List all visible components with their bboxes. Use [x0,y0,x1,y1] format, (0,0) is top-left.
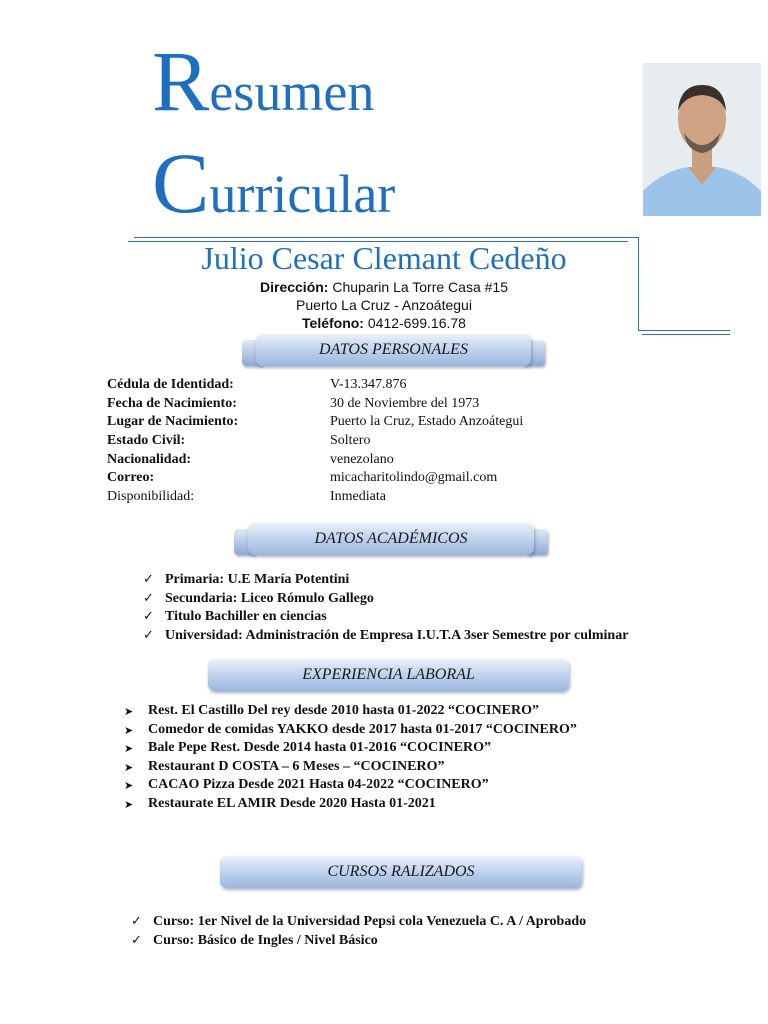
arrow-bullet-icon: ➤ [124,723,134,737]
section-banner-experience [208,659,569,691]
list-item-text: Comedor de comidas YAKKO desde 2017 hasta 01-2017 “COCINERO” [148,721,577,737]
list-item [131,913,586,932]
list-item [124,739,577,758]
phone-label: Teléfono: [302,315,364,331]
personal-row-nationality [107,450,667,469]
list-item [124,776,577,795]
field-label: Lugar de Nacimiento: [107,414,239,429]
check-icon: ✓ [143,590,154,606]
section-title-academic: DATOS ACADÉMICOS [314,530,468,547]
header-rule-top [134,237,638,238]
field-value: micacharitolindo@gmail.com [330,470,498,485]
arrow-bullet-icon: ➤ [124,760,134,774]
field-value: 30 de Noviembre del 1973 [330,396,480,411]
resume-title-line2: Curricular [152,135,396,231]
list-item [124,702,577,721]
list-item [143,590,628,609]
experience-list [124,702,577,813]
check-icon: ✓ [131,914,142,929]
field-label: Cédula de Identidad: [107,377,234,392]
section-banner-academic [248,523,534,555]
arrow-bullet-icon: ➤ [124,797,134,811]
list-item-text: Primaria: U.E María Potentini [165,572,350,587]
city-line: Puerto La Cruz - Anzoátegui [296,297,472,313]
list-item-text: Restaurant D COSTA – 6 Meses – “COCINERO” [148,758,445,774]
list-item-text: Restaurate EL AMIR Desde 2020 Hasta 01-2021 [148,795,436,811]
section-title-courses: CURSOS RALIZADOS [327,863,475,880]
address-value: Chuparin La Torre Casa #15 [332,279,508,295]
personal-row-email [107,468,667,487]
arrow-bullet-icon: ➤ [124,705,134,718]
section-title-personal: DATOS PERSONALES [319,341,468,358]
check-icon: ✓ [131,932,142,948]
personal-row-birthplace [107,412,667,431]
address-line [0,278,768,296]
field-value: V-13.347.876 [330,377,407,392]
field-label: Estado Civil: [107,433,186,448]
list-item-text: CACAO Pizza Desde 2021 Hasta 04-2022 “COCINERO” [148,777,489,792]
candidate-name: Julio Cesar Clemant Cedeño [201,240,567,276]
phone-line [0,314,768,332]
list-item-text: Titulo Bachiller en ciencias [165,609,327,624]
list-item-text: Curso: 1er Nivel de la Universidad Pepsi cola Venezuela C. A / Aprobado [153,914,587,929]
personal-row-id [107,375,667,394]
field-value: Puerto la Cruz, Estado Anzoátegui [330,414,524,429]
list-item-text: Bale Pepe Rest. Desde 2014 hasta 01-2016 “COCINERO” [148,740,491,755]
list-item-text: Universidad: Administración de Empresa I.U.T.A 3ser Semestre por culminar [165,627,629,643]
list-item [143,608,628,627]
section-banner-personal [256,334,531,366]
list-item [143,627,628,646]
arrow-bullet-icon: ➤ [124,779,134,792]
personal-row-availability [107,487,667,506]
field-value: venezolano [330,452,394,467]
field-label: Correo: [107,470,155,485]
courses-list [131,913,586,950]
academic-list [143,571,628,645]
check-icon: ✓ [143,572,154,587]
list-item [124,795,577,814]
list-item [124,721,577,740]
list-item [143,571,628,590]
check-icon: ✓ [143,609,154,624]
field-value: Soltero [330,433,371,448]
personal-row-birthdate [107,394,667,413]
field-label: Disponibilidad: [107,489,195,504]
field-value: Inmediata [330,489,386,504]
check-icon: ✓ [143,627,154,643]
arrow-bullet-icon: ➤ [124,742,134,755]
header-rule-bottom-2 [642,334,730,335]
personal-row-civil-status [107,431,667,450]
profile-photo [643,63,761,216]
phone-value: 0412-699.16.78 [367,315,466,331]
section-title-experience: EXPERIENCIA LABORAL [302,666,475,683]
address-label: Dirección: [260,279,329,295]
resume-title-line1: Resumen [152,33,375,129]
list-item-text: Rest. El Castillo Del rey desde 2010 hasta 01-2022 “COCINERO” [148,703,539,718]
section-banner-courses [220,856,582,888]
field-label: Fecha de Nacimiento: [107,396,237,411]
list-item-text: Secundaria: Liceo Rómulo Gallego [165,590,374,606]
list-item [124,758,577,777]
list-item-text: Curso: Básico de Ingles / Nivel Básico [153,932,378,948]
list-item [131,932,586,951]
field-label: Nacionalidad: [107,452,192,467]
